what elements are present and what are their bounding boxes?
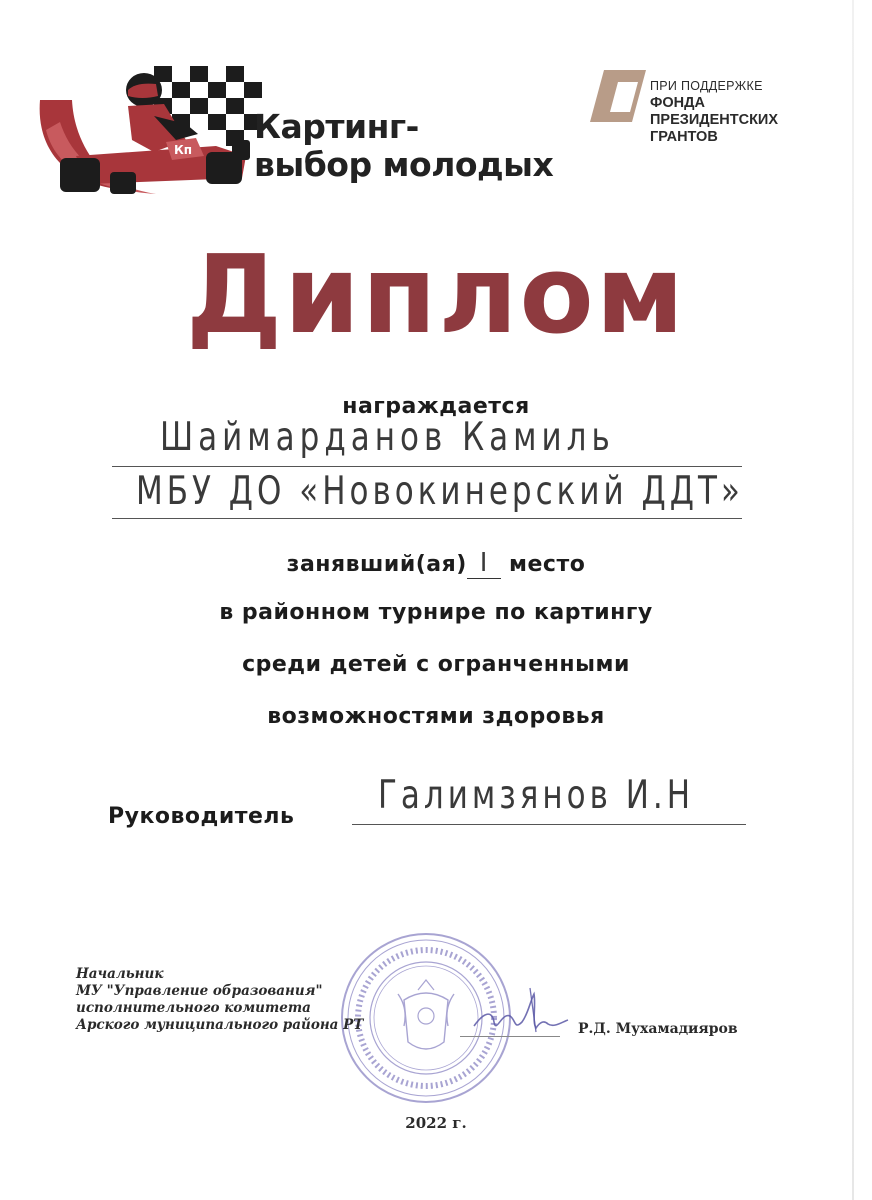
place-line xyxy=(0,548,872,579)
svg-text:Кп: Кп xyxy=(174,143,193,157)
signature-icon xyxy=(470,982,570,1042)
year: 2022 г. xyxy=(405,1114,467,1132)
description-line-1: в районном турнире по картингу xyxy=(219,600,653,625)
grant-line-3: ПРЕЗИДЕНТСКИХ xyxy=(650,112,779,128)
place-value: I xyxy=(467,548,501,579)
recipient-line xyxy=(112,466,742,467)
supervisor-label: Руководитель xyxy=(108,804,295,829)
signatory-name: Р.Д. Мухамадияров xyxy=(578,1021,738,1037)
grant-line-2: ФОНДА xyxy=(650,95,705,111)
institution-line xyxy=(112,518,742,519)
place-after: место xyxy=(509,552,586,577)
footer-line-4: Арского муниципального района РТ xyxy=(76,1017,364,1033)
footer-line-3: исполнительного комитета xyxy=(76,1000,311,1016)
footer-line-2: МУ "Управление образования" xyxy=(76,983,323,999)
footer-line-1: Начальник xyxy=(76,966,164,982)
grant-fund-text xyxy=(650,78,778,146)
logo-line-1: Картинг- xyxy=(254,107,419,146)
footer-issuer xyxy=(76,966,363,1034)
logo-line-2: выбор молодых xyxy=(254,145,554,184)
diploma-title: Диплом xyxy=(185,233,687,358)
supervisor-line xyxy=(352,824,746,825)
signature-line xyxy=(460,1036,560,1037)
institution-name: МБУ ДО «Новокинерский ДДТ» xyxy=(136,469,744,514)
recipient-name: Шаймарданов Камиль xyxy=(160,415,615,460)
description-line-3: возможностями здоровья xyxy=(267,704,605,729)
grant-line-4: ГРАНТОВ xyxy=(650,129,718,145)
logo-text xyxy=(254,108,553,184)
grant-line-1: ПРИ ПОДДЕРЖКЕ xyxy=(650,79,763,93)
supervisor-name: Галимзянов И.Н xyxy=(378,773,695,818)
description-line-2: среди детей с огранченными xyxy=(242,652,630,677)
place-before: занявший(ая) xyxy=(286,552,467,577)
awarded-text: награждается xyxy=(342,394,530,419)
